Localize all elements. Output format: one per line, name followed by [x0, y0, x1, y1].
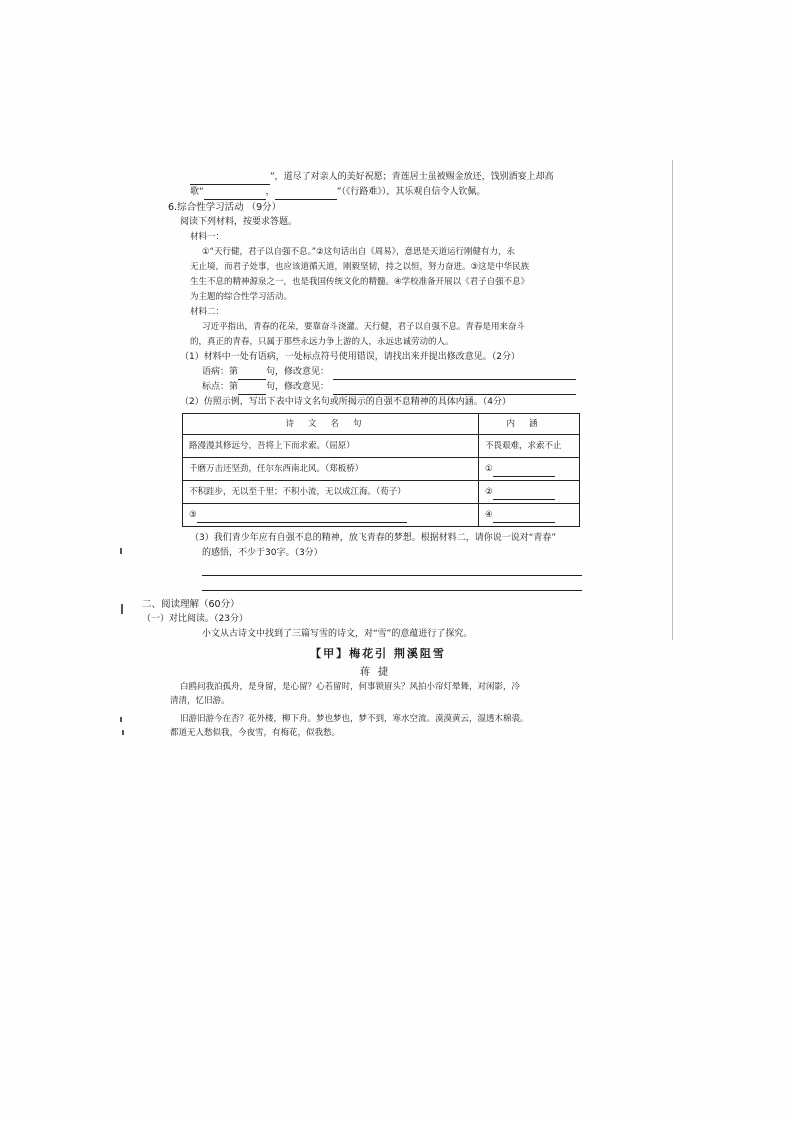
poem-blank[interactable] [197, 512, 407, 523]
answer-blank[interactable] [275, 189, 337, 200]
poem-table-header: 诗文名句 内涵 [183, 414, 580, 435]
fill-in-line-1 [168, 170, 588, 185]
table-row: 路漫漫其修远兮，吾将上下而求索。（屈原） 不畏艰难，求索不止 [183, 435, 580, 458]
exam-content [142, 170, 588, 740]
material1-text: ①“天行健，君子以自强不息。”②这句话出自《周易》，意思是天道运行刚健有力，永 无止境，而君子处事，也应该道循天道，刚毅坚韧，持之以恒，努力奋进。③这是中华民族 生生不息的精神源泉之一，也是我国传统文化的精髓。④学校准备开展以《君子自强不息》 为主题的综合性学习活动。 [190, 247, 530, 302]
sub1-answer-row-1: 语病：第 句，修改意见： [168, 365, 588, 380]
meaning-blank[interactable] [493, 466, 555, 477]
section2-title: 二、阅读理解（60分） [142, 599, 240, 610]
sub1-answer-row-2: 标点：第 句，修改意见： [168, 380, 588, 395]
poem-text: 白鸥问我泊孤舟，是身留，是心留？心若留时，何事锁眉头？风拍小帘灯晕舞，对闲影，冷 清清，忆旧游。 旧游旧游今在否？花外楼，柳下舟。梦也梦也，梦不到，寒水空流。漠漠黄云，湿透木棉裘。 都道无人愁似我，今夜雪，有梅花，似我愁。 [170, 682, 529, 738]
material1-label: 材料一： [190, 232, 225, 242]
section2-part1: （一）对比阅读。（23分） [142, 614, 248, 624]
answer-blank[interactable] [204, 189, 266, 200]
sentence-number-blank[interactable] [238, 384, 266, 395]
q6-instruction: 阅读下列材料，按要求答题。 [180, 217, 298, 227]
sub1-title: （1）材料中一处有语病，一处标点符号使用错误，请找出来并提出修改意见。（2分） [180, 352, 520, 362]
scan-speck [120, 548, 122, 554]
essay-answer-line[interactable] [202, 563, 582, 576]
sentence-number-blank[interactable] [238, 369, 266, 380]
meaning-blank[interactable] [493, 489, 555, 500]
poem-title: 【甲】梅花引 荆溪阻雪 [310, 647, 446, 660]
material2-text: 习近平指出，青春的花朵，要靠奋斗浇灌。天行健，君子以自强不息。青春是用来奋斗 的，真正的青春，只属于那些永远力争上游的人，永远忠诚劳动的人。 [190, 322, 526, 347]
scan-speck [120, 717, 122, 722]
fill-in-text: ”，道尽了对亲人的美好祝愿；青莲居士虽被赐金放还，饯别酒宴上却高 [270, 172, 554, 182]
table-row: 不积跬步，无以至千里；不积小流，无以成江海。（荀子） ② [183, 481, 580, 504]
sub3-line-1: （3）我们青少年应有自强不息的精神，放飞青春的梦想。根据材料二，请你说一说对“青春” [190, 533, 557, 543]
essay-answer-line[interactable] [202, 578, 582, 591]
q6-title: 6.综合性学习活动 （9分） [168, 202, 282, 213]
sub3-line-2: 的感悟，不少于30字。（3分） [202, 548, 323, 558]
revision-blank[interactable] [333, 384, 576, 395]
answer-blank[interactable] [190, 174, 270, 185]
sub2-title: （2）仿照示例，写出下表中诗文名句或所揭示的自强不息精神的具体内涵。（4分） [180, 397, 511, 407]
table-row: ③ ④ [183, 504, 580, 527]
poem-author: 蒋捷 [360, 667, 396, 678]
table-row: 千磨万击还坚劲，任尔东西南北风。（郑板桥） ① [183, 458, 580, 481]
poem-table [182, 413, 580, 527]
meaning-blank[interactable] [493, 512, 555, 523]
material2-label: 材料二： [190, 307, 225, 317]
revision-blank[interactable] [333, 369, 576, 380]
scan-speck [121, 604, 123, 614]
scan-edge-line [672, 160, 673, 640]
fill-in-line-2: 歌“ ， ”（《行路难》），其乐观自信令人钦佩。 [168, 185, 588, 200]
scan-speck [122, 730, 124, 735]
section2-intro: 小文从古诗文中找到了三篇写雪的诗文，对“雪”的意蕴进行了探究。 [202, 629, 473, 639]
